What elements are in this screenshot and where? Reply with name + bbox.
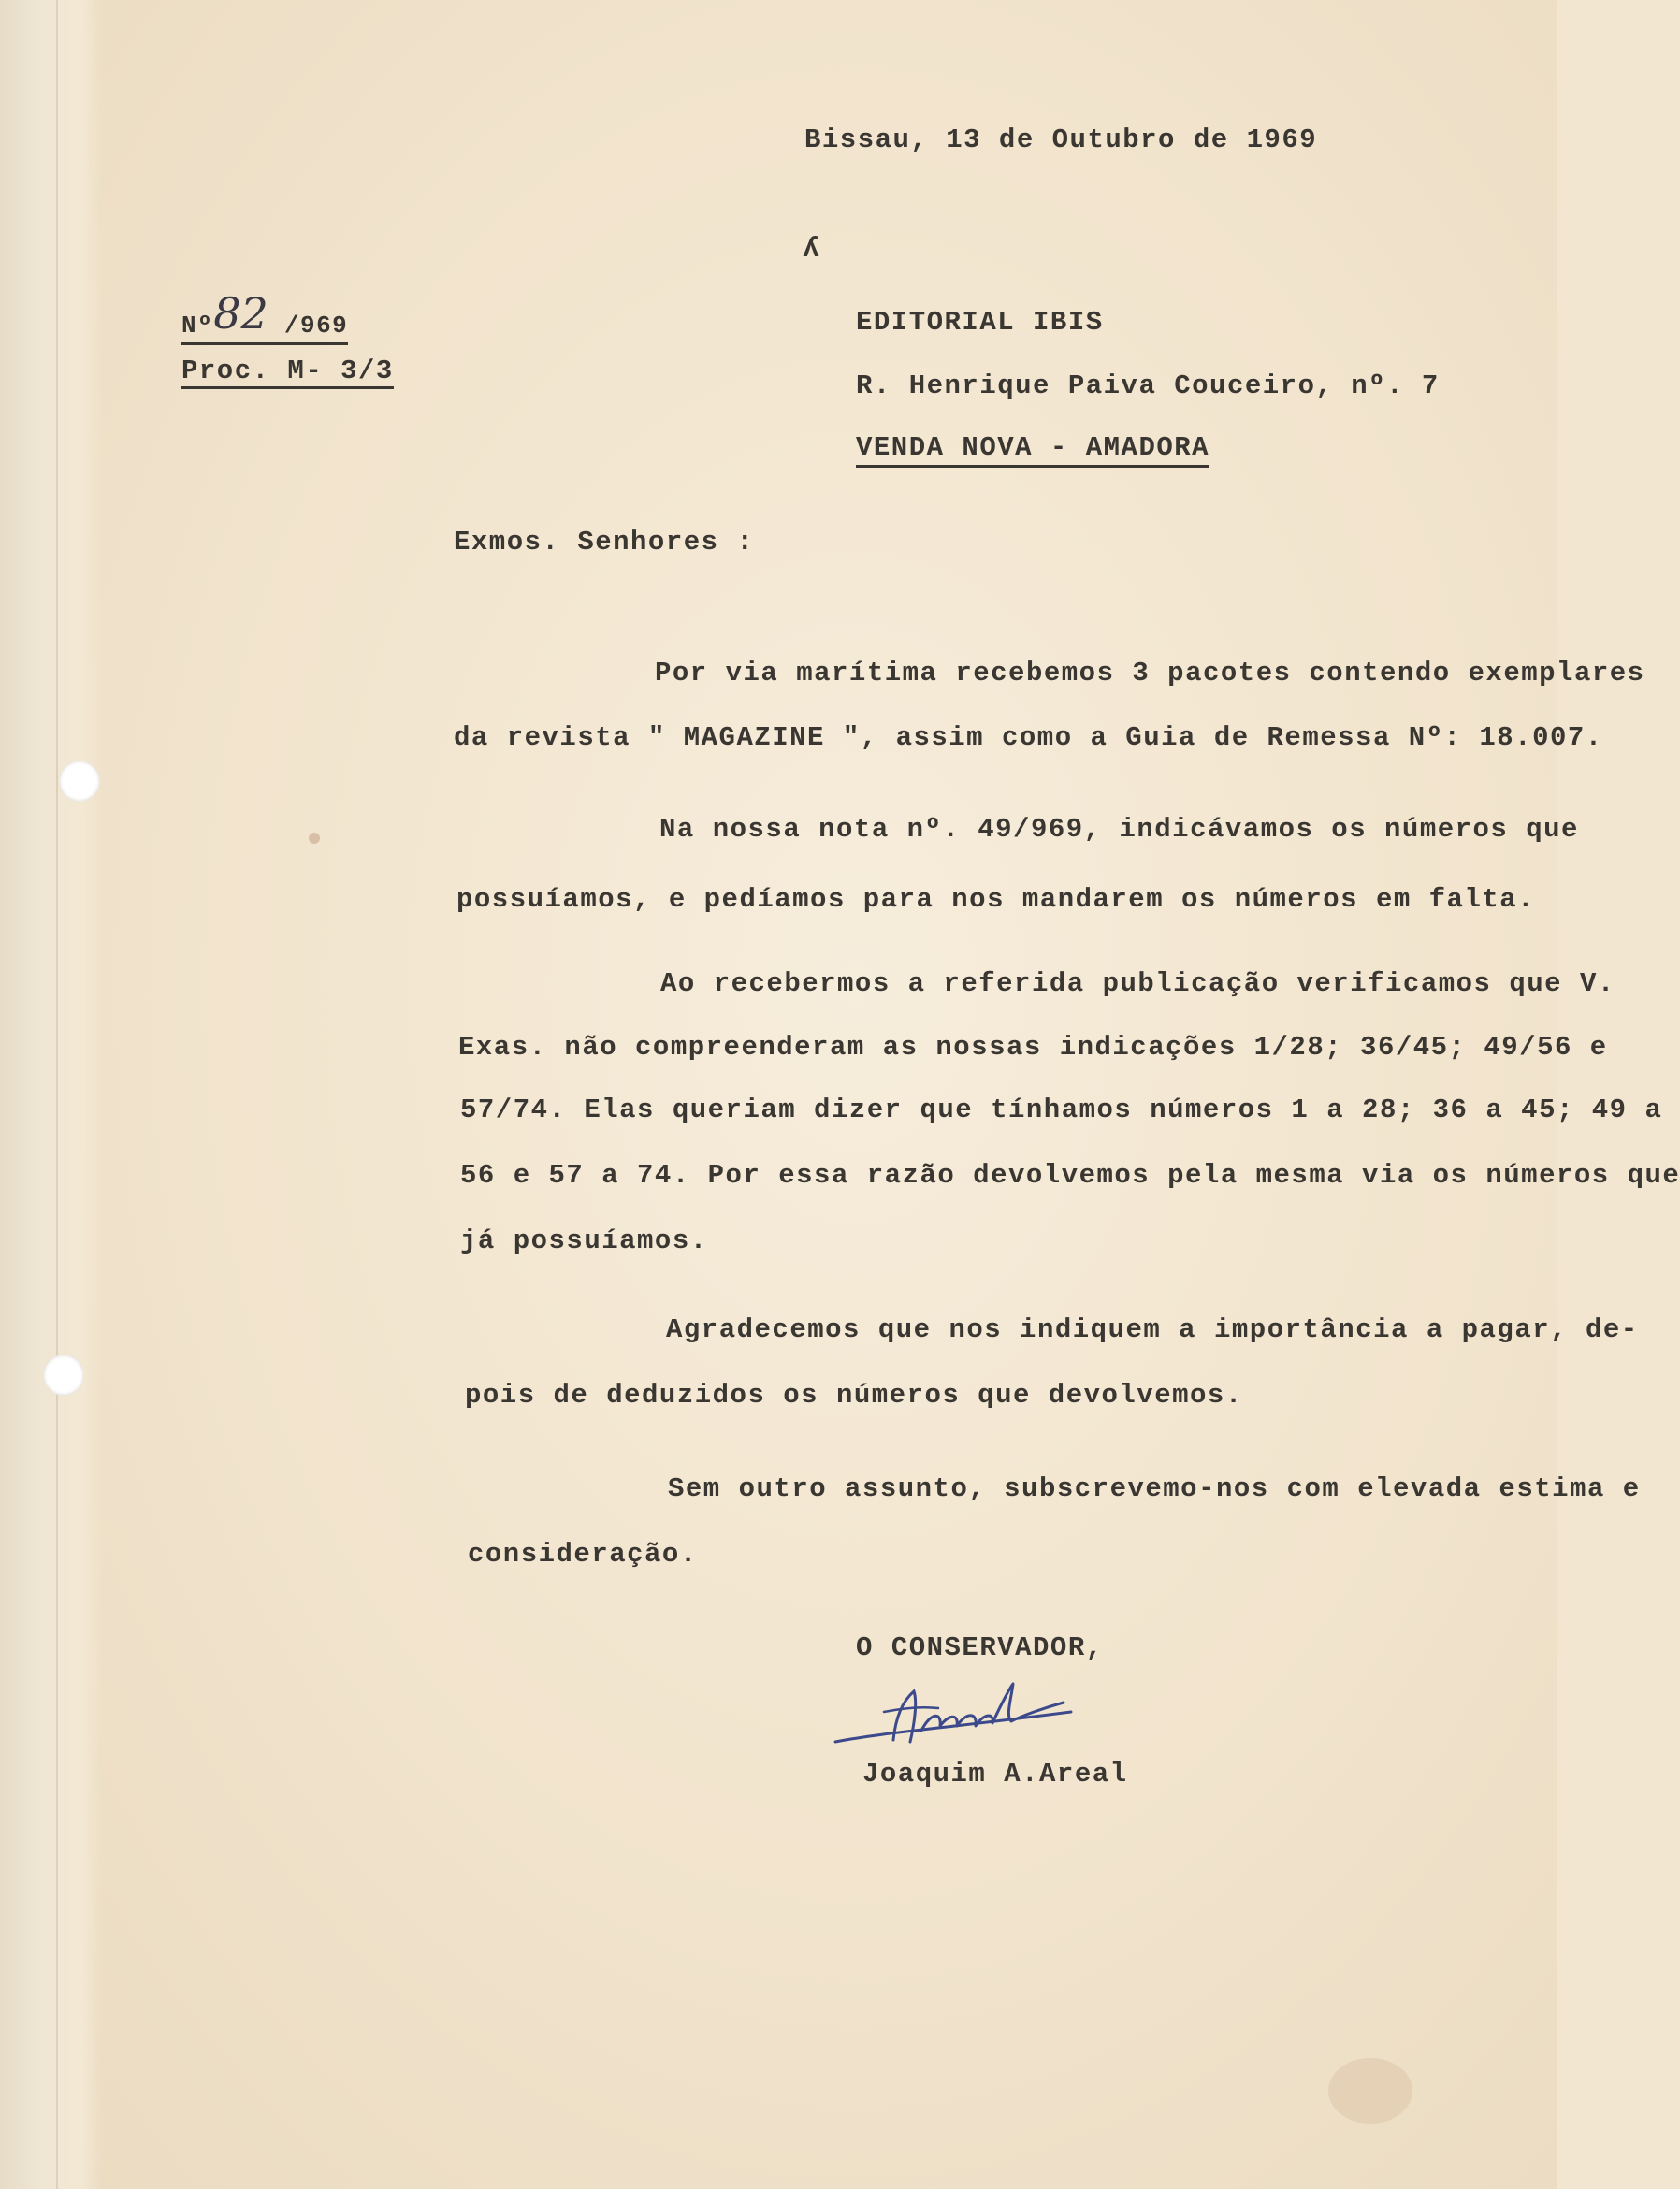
paragraph-3-line-5: já possuíamos. xyxy=(460,1225,708,1256)
paragraph-4-line-2: pois de deduzidos os números que devolvemos. xyxy=(465,1380,1243,1411)
paragraph-3-line-1: Ao recebermos a referida publicação verificamos que V. xyxy=(660,968,1615,999)
paragraph-5-line-2: consideração. xyxy=(468,1539,698,1570)
paragraph-3-line-3: 57/74. Elas queriam dizer que tínhamos números 1 a 28; 36 a 45; 49 a xyxy=(460,1094,1663,1125)
reference-handwritten-number: 82 xyxy=(213,288,268,339)
paragraph-1-line-1: Por via marítima recebemos 3 pacotes contendo exemplares xyxy=(655,658,1645,689)
recipient-city: VENDA NOVA - AMADORA xyxy=(856,432,1209,468)
binding-strip xyxy=(0,0,103,2189)
punch-hole-top xyxy=(59,761,100,802)
paragraph-1-line-2: da revista " MAGAZINE ", assim como a Guia de Remessa Nº: 18.007. xyxy=(454,722,1603,753)
reference-process: Proc. M- 3/3 xyxy=(181,355,394,389)
signer-name: Joaquim A.Areal xyxy=(862,1759,1128,1790)
reference-number xyxy=(181,288,349,345)
paragraph-2-line-2: possuíamos, e pedíamos para nos mandarem os números em falta. xyxy=(456,884,1536,915)
reference-suffix: /969 xyxy=(283,312,349,340)
paper-stain xyxy=(1328,2058,1412,2124)
paragraph-5-line-1: Sem outro assunto, subscrevemo-nos com elevada estima e xyxy=(668,1473,1641,1504)
date-line: Bissau, 13 de Outubro de 1969 xyxy=(804,124,1318,155)
signature-areal xyxy=(828,1674,1080,1759)
paragraph-2-line-1: Na nossa nota nº. 49/969, indicávamos os números que xyxy=(659,814,1579,845)
punch-hole-bottom xyxy=(43,1355,84,1396)
fold-line xyxy=(56,0,58,2189)
paragraph-3-line-4: 56 e 57 a 74. Por essa razão devolvemos pela mesma via os números que xyxy=(460,1160,1680,1191)
salutation: Exmos. Senhores : xyxy=(454,527,755,558)
recipient-street: R. Henrique Paiva Couceiro, nº. 7 xyxy=(856,370,1440,401)
paper-spot xyxy=(309,833,320,844)
reference-prefix: Nº xyxy=(181,312,214,340)
paragraph-3-line-2: Exas. não compreenderam as nossas indicações 1/28; 36/45; 49/56 e xyxy=(458,1032,1608,1063)
recipient-name: EDITORIAL IBIS xyxy=(856,307,1104,338)
paragraph-4-line-1: Agradecemos que nos indiquem a importância a pagar, de- xyxy=(666,1314,1639,1345)
closing-title: O CONSERVADOR, xyxy=(856,1632,1104,1663)
tick-mark: ʎ xyxy=(803,234,821,266)
